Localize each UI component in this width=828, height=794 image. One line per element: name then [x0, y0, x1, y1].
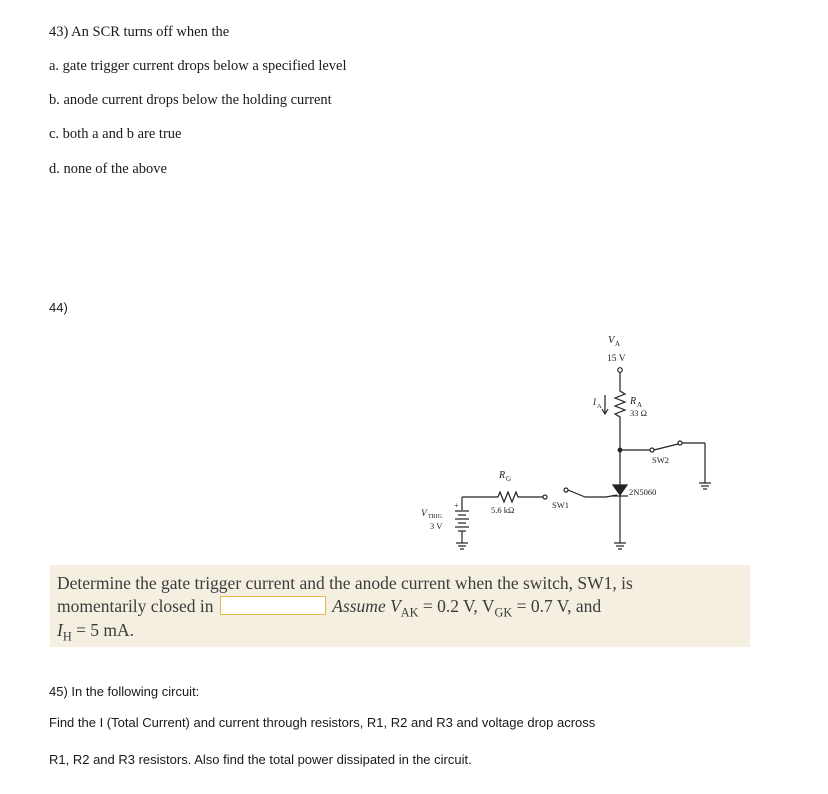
- sw2-contact-right: [678, 441, 682, 445]
- prompt-line-3: $I_H = 5$ mA.: [57, 620, 135, 644]
- option-b[interactable]: b. anode current drops below the holding current: [49, 92, 332, 108]
- option-a[interactable]: a. gate trigger current drops below a specified level: [49, 58, 347, 74]
- va-label-sub: A: [615, 340, 621, 348]
- question-43-text: 43) An SCR turns off when the: [49, 24, 230, 40]
- scr-symbol: [613, 485, 627, 495]
- option-c[interactable]: c. both a and b are true: [49, 126, 182, 142]
- sw2-contact-left: [650, 448, 654, 452]
- va-terminal: [618, 368, 623, 373]
- rg-value: 5.6 kΩ: [491, 505, 515, 515]
- prompt-line-2: [57, 596, 601, 621]
- vtrig-plus-sign: +: [454, 501, 459, 510]
- rg-resistor: [498, 492, 518, 502]
- rg-label-sub: G: [506, 475, 512, 483]
- sw1-blade: [568, 490, 585, 497]
- ra-label-sub: A: [637, 401, 643, 409]
- prompt-assume: Assume $V_{AK} = 0.2$ V, $V_{GK} = 0.7$ V, and: [332, 596, 602, 620]
- ia-label: I: [593, 397, 596, 407]
- sw2-label: SW2: [652, 455, 669, 465]
- option-d[interactable]: d. none of the above: [49, 161, 167, 177]
- sw2-blade: [654, 444, 678, 450]
- question-45-heading: 45) In the following circuit:: [49, 684, 200, 699]
- ra-label: R: [630, 396, 637, 407]
- prompt-line-2-start: momentarily closed in: [57, 596, 214, 616]
- question-44-prompt: [50, 565, 750, 647]
- scr-label: 2N5060: [629, 487, 657, 497]
- question-44-number: 44): [49, 300, 68, 315]
- vtrig-label: V: [421, 509, 427, 519]
- prompt-line-1: Determine the gate trigger current and the anode current when the switch, SW1, is: [57, 573, 633, 593]
- question-45-line-2: R1, R2 and R3 resistors. Also find the total power dissipated in the circuit.: [49, 752, 472, 767]
- rg-label: R: [499, 470, 506, 481]
- sw1-contact-right: [564, 488, 568, 492]
- question-45-line-1: Find the I (Total Current) and current through resistors, R1, R2 and R3 and voltage drop across: [49, 715, 596, 730]
- vtrig-label-sub: TRIG: [428, 514, 442, 520]
- sw1-contact-left: [543, 495, 547, 499]
- ia-label-sub: A: [597, 403, 602, 410]
- va-value: 15 V: [607, 354, 626, 364]
- ra-resistor: [615, 387, 625, 420]
- scr-circuit-diagram: [380, 325, 720, 565]
- sw1-label: SW1: [552, 500, 569, 510]
- answer-input-box[interactable]: [220, 596, 326, 615]
- ra-value: 33 Ω: [630, 408, 647, 418]
- vtrig-value: 3 V: [430, 521, 443, 531]
- va-label: V: [608, 335, 615, 346]
